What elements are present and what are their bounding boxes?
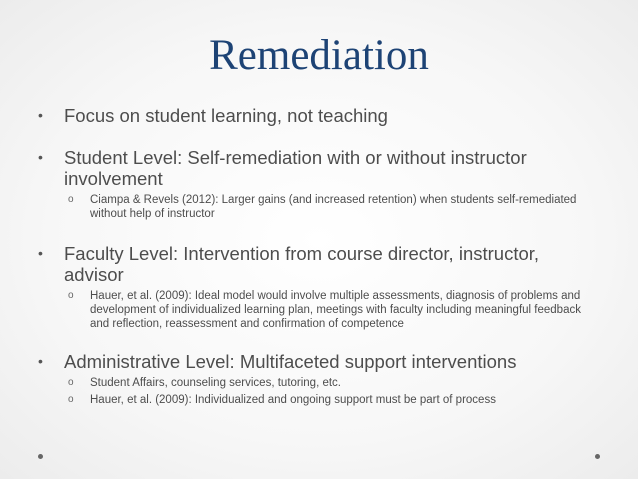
bullet-dot-icon: •	[38, 149, 43, 165]
bullet-dot-icon: •	[38, 245, 43, 261]
bullet-text: Administrative Level: Multifaceted support interventions	[64, 351, 517, 372]
bullet-focus	[38, 105, 598, 126]
sub-bullet-circle-icon: o	[68, 290, 74, 301]
sub-bullet-circle-icon: o	[68, 377, 74, 388]
sub-bullet-text: Ciampa & Revels (2012): Larger gains (and increased retention) when students self-remediated without help of instructor	[90, 194, 577, 220]
sub-bullet-circle-icon: o	[68, 194, 74, 205]
bullet-faculty-level	[38, 243, 598, 285]
bullet-text: Student Level: Self-remediation with or without instructor involvement	[64, 147, 527, 189]
sub-bullet-text: Hauer, et al. (2009): Ideal model would involve multiple assessments, diagnosis of problems and development of individualized learning plan, meetings with faculty including meaningful feedback and reflection, reassessment and confirmation of competence	[90, 290, 581, 330]
bullet-administrative-level	[38, 351, 598, 372]
sub-bullet-student-affairs	[38, 376, 598, 390]
sub-bullet-ciampa	[38, 193, 598, 221]
left-corner-dot-icon	[38, 454, 43, 459]
sub-bullet-circle-icon: o	[68, 394, 74, 405]
bullet-text: Focus on student learning, not teaching	[64, 105, 388, 126]
slide-content	[38, 105, 598, 407]
sub-bullet-text: Student Affairs, counseling services, tutoring, etc.	[90, 377, 342, 389]
right-corner-dot-icon	[595, 454, 600, 459]
bullet-dot-icon: •	[38, 353, 43, 369]
bullet-student-level	[38, 147, 598, 189]
sub-bullet-text: Hauer, et al. (2009): Individualized and ongoing support must be part of process	[90, 394, 496, 406]
bullet-dot-icon: •	[38, 107, 43, 123]
bullet-text: Faculty Level: Intervention from course director, instructor, advisor	[64, 243, 540, 285]
sub-bullet-hauer-model	[38, 289, 598, 331]
slide-title: Remediation	[209, 32, 429, 79]
sub-bullet-hauer-support	[38, 393, 598, 407]
